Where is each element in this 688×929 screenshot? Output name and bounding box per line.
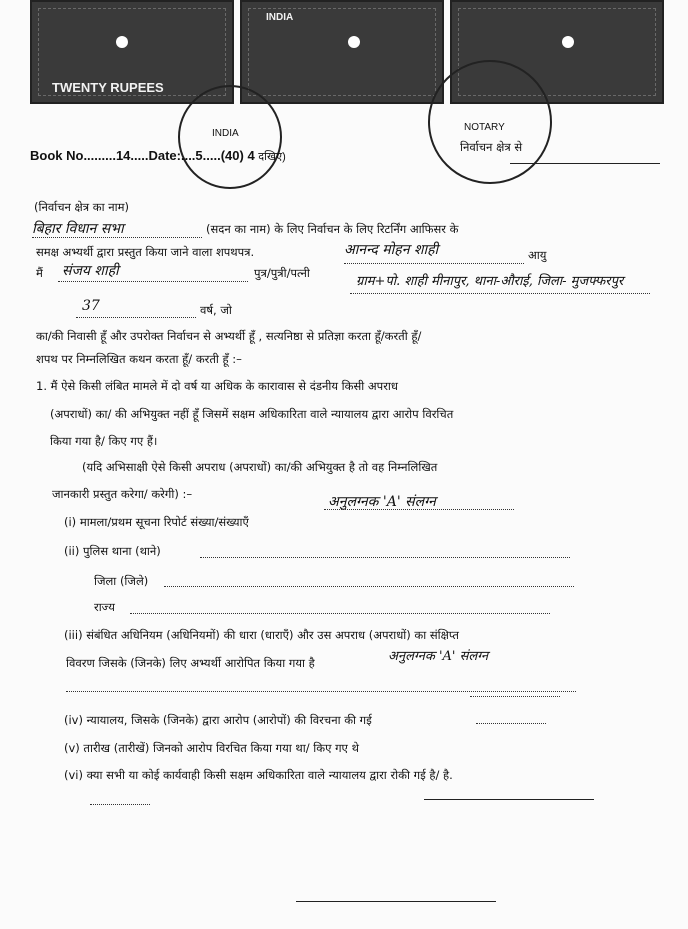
header-underline (510, 162, 660, 164)
item-ii-state: राज्य (94, 600, 115, 614)
item-vi: (vi) क्या सभी या कोई कार्यवाही किसी सक्षम अधिकारिता वाले न्यायालय द्वारा रोकी गई है/ है. (64, 768, 453, 782)
item-ii-dots (200, 556, 570, 558)
seal-left-text: INDIA (212, 128, 239, 139)
item-ii-state-dots (130, 612, 550, 614)
stamp-2-label: INDIA (266, 12, 294, 23)
annex-handwritten-2: अनुलग्नक 'A' संलग्न (388, 649, 489, 664)
point-1-line: 1. मैं ऐसे किसी लंबित मामले में दो वर्ष या अधिक के कारावास से दंडनीय किसी अपराध (36, 379, 398, 393)
relation-label: पुत्र/पुत्री/पत्नी (254, 266, 310, 280)
statement-line: शपथ पर निम्नलिखित कथन करता हूँ/ करती हूँ :– (36, 352, 242, 366)
point-1-end: किया गया है/ किए गए हैं। (50, 434, 158, 448)
item-v-dots (476, 722, 546, 724)
signature-line (296, 900, 496, 902)
info-line: जानकारी प्रस्तुत करेगा/ करेगी) :– (52, 487, 193, 501)
item-vi-dots (90, 803, 150, 805)
age-label: आयु (528, 248, 547, 262)
item-i: (i) मामला/प्रथम सूचना रिपोर्ट संख्या/संख्याएँ (64, 515, 249, 529)
stamp-paper-1 (30, 0, 234, 104)
address-dots (350, 292, 650, 294)
item-iii-cont: विवरण जिसके (जिनके) लिए अभ्यर्थी आरोपित किया गया है (66, 656, 315, 670)
father-handwritten: आनन्द मोहन शाही (344, 242, 439, 258)
item-v: (v) तारीख (तारीखें) जिनको आरोप विरचित किया गया था/ किए गए थे (64, 741, 359, 755)
header-right-text: निर्वाचन क्षेत्र से (460, 140, 523, 154)
item-iii: (iii) संबंधित अधिनियम (अधिनियमों) की धारा (धाराएँ) और उस अपराध (अपराधों) का संक्षिप्त (64, 628, 459, 642)
if-accused-line: (यदि अभिसाक्षी ऐसे किसी अपराध (अपराधों) का/की अभियुक्त है तो वह निम्नलिखित (82, 460, 438, 474)
constituency-dots (32, 236, 202, 238)
book-tail: दखिए) (258, 151, 286, 163)
item-iv-dots (470, 695, 560, 697)
point-1-continued: (अपराधों) का/ की अभियुक्त नहीं हूँ जिसमें सक्षम अधिकारिता वाले न्यायालय द्वारा आरोप विरचित (50, 407, 454, 421)
affidavit-line: समक्ष अभ्यर्थी द्वारा प्रस्तुत किया जाने वाला शपथपत्र. (36, 245, 255, 259)
annex-handwritten-1: अनुलग्नक 'A' संलग्न (328, 494, 436, 510)
item-i-dots (324, 508, 514, 510)
item-ii: (ii) पुलिस थाना (थाने) (64, 544, 161, 558)
book-number: Book No.........14.....Date:....5.....(40) 4 (30, 148, 255, 163)
item-ii-district: जिला (जिले) (94, 574, 149, 588)
constituency-label: (निर्वाचन क्षेत्र का नाम) (34, 200, 129, 214)
constituency-handwritten: बिहार विधान सभा (32, 221, 124, 237)
seal-right-text: NOTARY (464, 122, 505, 133)
house-line: (सदन का नाम) के लिए निर्वाचन के लिए रिटर्निंग आफिसर के (206, 222, 459, 236)
item-iv: (iv) न्यायालय, जिसके (जिनके) द्वारा आरोप (आरोपों) की विरचना की गई (64, 713, 372, 727)
stamp-paper-2 (240, 0, 444, 104)
father-dots (344, 262, 524, 264)
age-dots (76, 316, 196, 318)
age-handwritten: 37 (82, 298, 100, 314)
stamp-1-label: TWENTY RUPEES (52, 80, 164, 95)
i-label: मैं (36, 266, 43, 280)
item-iii-dots (66, 690, 576, 692)
address-handwritten: ग्राम+पो. शाही मीनापुर, थाना-औराई, जिला- मुजफ्फरपुर (356, 274, 624, 289)
item-vi-rule (424, 798, 594, 800)
oath-line: का/की निवासी हूँ और उपरोक्त निर्वाचन से अभ्यर्थी हूँ , सत्यनिष्ठा से प्रतिज्ञा करता हूँ/करती हूँ/ (36, 329, 422, 343)
name-dots (58, 280, 248, 282)
resident-label: वर्ष, जो (200, 303, 232, 317)
stamp-strip (30, 0, 670, 110)
item-ii-district-dots (164, 585, 574, 587)
book-number-line (30, 148, 286, 164)
name-handwritten: संजय शाही (62, 263, 119, 279)
